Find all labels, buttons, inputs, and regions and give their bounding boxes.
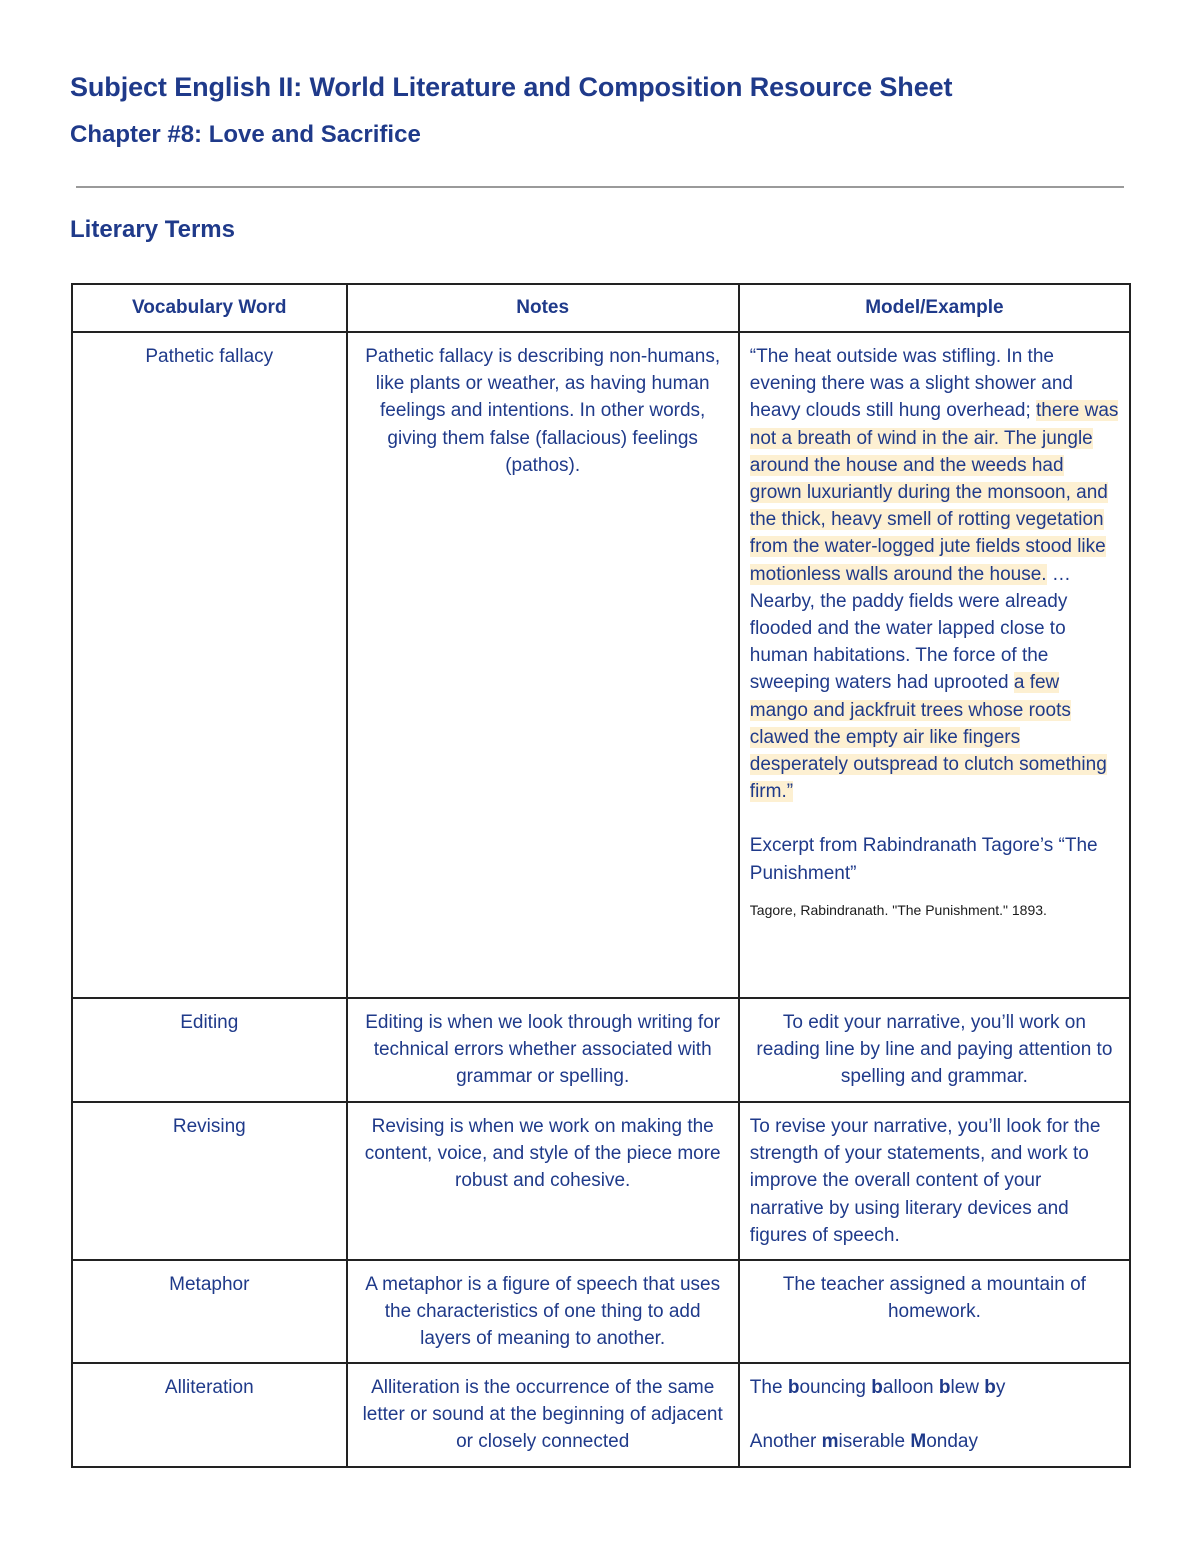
column-header-model-example: Model/Example [739, 284, 1130, 332]
table-row [72, 1102, 1130, 1260]
example-text: Another [749, 1431, 822, 1453]
excerpt-attribution: Excerpt from Rabindranath Tagore’s “The Punishment” [749, 835, 1098, 884]
example-text: ouncing [799, 1377, 872, 1398]
alliteration-letter: b [938, 1377, 951, 1398]
table-row [72, 1363, 1130, 1467]
example-quote-text: “The heat outside was stifling. In the evening there was a slight shower and heavy clouds still hung overhead; [749, 346, 1073, 422]
column-header-vocabulary-word: Vocabulary Word [72, 284, 347, 332]
alliteration-example-1 [750, 1374, 1119, 1401]
notes-cell: Pathetic fallacy is describing non-humans, like plants or weather, as having human feelings and intentions. In other words, giving them false (fallacious) feelings (pathos). [347, 332, 739, 998]
table-row [72, 332, 1130, 998]
example-cell [739, 1363, 1130, 1467]
example-quote-text: … Nearby, the paddy fields were already flooded and the water lapped close to human habitations. The force of the sweeping waters had uprooted [749, 563, 1071, 694]
section-heading: Literary Terms [70, 216, 235, 243]
example-cell: To revise your narrative, you’ll look for the strength of your statements, and work to improve the overall content of your narrative by using literary devices and figures of speech. [739, 1102, 1130, 1260]
alliteration-letter: b [871, 1377, 883, 1398]
vocabulary-word-cell: Alliteration [72, 1363, 347, 1467]
alliteration-letter: M [910, 1431, 927, 1453]
citation: Tagore, Rabindranath. "The Punishment." 1893. [749, 901, 1047, 918]
document-title: Subject English II: World Literature and Composition Resource Sheet [70, 72, 953, 102]
example-text: iserable [838, 1431, 911, 1453]
highlighted-quote-text: there was not a breath of wind in the air. The jungle around the house and the weeds had grown luxuriantly during the monsoon, and the thick, heavy smell of rotting vegetation from the water-logged jute fields stood like motionless walls around the house. [749, 400, 1119, 585]
chapter-heading: Chapter #8: Love and Sacrifice [70, 121, 421, 148]
notes-cell: A metaphor is a figure of speech that uses the characteristics of one thing to add layers of meaning to another. [347, 1260, 739, 1363]
table-header-row [72, 284, 1130, 332]
horizontal-divider [76, 186, 1124, 188]
alliteration-letter: b [787, 1377, 800, 1398]
example-text: lew [950, 1377, 985, 1398]
example-cell [739, 332, 1130, 998]
alliteration-letter: m [821, 1431, 839, 1453]
table-row [72, 998, 1130, 1102]
column-header-notes: Notes [347, 284, 739, 332]
alliteration-example-2 [750, 1428, 1119, 1455]
example-text: onday [926, 1431, 978, 1453]
vocabulary-word-cell: Editing [72, 998, 347, 1102]
vocabulary-word-cell: Pathetic fallacy [72, 332, 347, 998]
example-cell: The teacher assigned a mountain of homework. [739, 1260, 1130, 1363]
example-cell: To edit your narrative, you’ll work on reading line by line and paying attention to spelling and grammar. [739, 998, 1130, 1102]
vocabulary-word-cell: Metaphor [72, 1260, 347, 1363]
notes-cell: Revising is when we work on making the content, voice, and style of the piece more robust and cohesive. [347, 1102, 739, 1260]
alliteration-letter: b [984, 1377, 996, 1398]
table-row [72, 1260, 1130, 1363]
example-text: The [749, 1377, 788, 1398]
example-text: alloon [882, 1377, 939, 1398]
notes-cell: Editing is when we look through writing for technical errors whether associated with grammar or spelling. [347, 998, 739, 1102]
literary-terms-table [71, 283, 1131, 1468]
notes-cell: Alliteration is the occurrence of the same letter or sound at the beginning of adjacent or closely connected [347, 1363, 739, 1467]
example-text: y [995, 1377, 1006, 1398]
highlighted-quote-text: a few mango and jackfruit trees whose roots clawed the empty air like fingers desperately outspread to clutch something firm.” [749, 672, 1107, 803]
vocabulary-word-cell: Revising [72, 1102, 347, 1260]
